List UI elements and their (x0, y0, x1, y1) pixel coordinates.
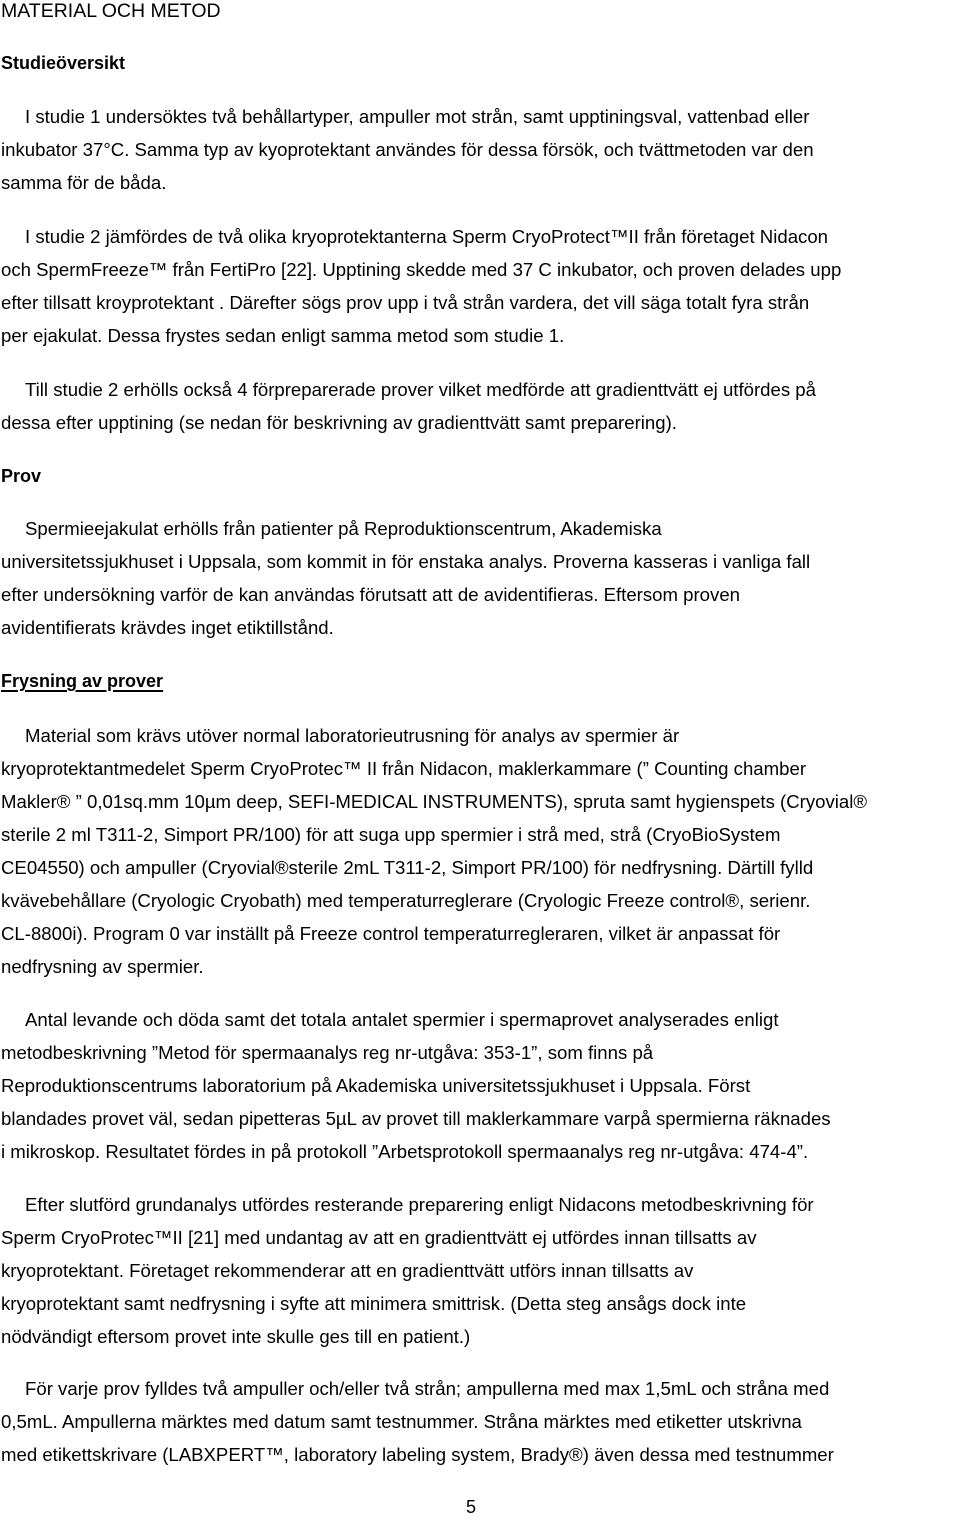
text-line: efter tillsatt kroyprotektant . Därefter sögs prov upp i två strån vardera, det vill säga totalt fyra strån (1, 292, 810, 313)
text-line: samma för de båda. (1, 172, 167, 193)
text-line: avidentifierats krävdes inget etiktillstånd. (1, 617, 334, 638)
text-line: efter undersökning varför de kan användas förutsatt att de avidentifieras. Eftersom proven (1, 584, 741, 605)
text-line: För varje prov fylldes två ampuller och/eller två strån; ampullerna med max 1,5mL och stråna med (25, 1378, 830, 1399)
text-line: Sperm CryoProtec™II [21] med undantag av att en gradienttvätt ej utfördes innan tillsatts av (1, 1227, 757, 1248)
text-line: metodbeskrivning ”Metod för spermaanalys reg nr-utgåva: 353-1”, som finns på (1, 1042, 654, 1063)
text-line: per ejakulat. Dessa frystes sedan enligt samma metod som studie 1. (1, 325, 565, 346)
paragraph (1, 512, 957, 644)
document-title: MATERIAL OCH METOD (1, 0, 221, 22)
text-line: kryoprotektant. Företaget rekommenderar att en gradienttvätt utförs innan tillsatts av (1, 1260, 694, 1281)
text-line: Spermieejakulat erhölls från patienter på Reproduktionscentrum, Akademiska (25, 518, 662, 539)
text-line: och SpermFreeze™ från FertiPro [22]. Upptining skedde med 37 C inkubator, och proven delades upp (1, 259, 842, 280)
text-line: Reproduktionscentrums laboratorium på Akademiska universitetssjukhuset i Uppsala. Först (1, 1075, 751, 1096)
text-line: universitetssjukhuset i Uppsala, som kommit in för enstaka analys. Proverna kasseras i vanliga fall (1, 551, 811, 572)
text-line: Efter slutförd grundanalys utfördes resterande preparering enligt Nidacons metodbeskrivning för (25, 1194, 814, 1215)
text-line: i mikroskop. Resultatet fördes in på protokoll ”Arbetsprotokoll spermaanalys reg nr-utgåva: 474-4”. (1, 1141, 809, 1162)
paragraph (1, 1372, 957, 1471)
text-line: kryoprotektantmedelet Sperm CryoProtec™ II från Nidacon, maklerkammare (” Counting chamber (1, 758, 807, 779)
text-line: sterile 2 ml T311-2, Simport PR/100) för att suga upp spermier i strå med, strå (CryoBioSystem (1, 824, 781, 845)
page-number: 5 (466, 1497, 477, 1517)
text-line: Antal levande och döda samt det totala antalet spermier i spermaprovet analyserades enligt (25, 1009, 779, 1030)
text-line: Makler® ” 0,01sq.mm 10µm deep, SEFI-MEDICAL INSTRUMENTS), spruta samt hygienspets (Cryovial® (1, 791, 868, 812)
paragraph (1, 100, 957, 199)
text-line: med etikettskrivare (LABXPERT™, laboratory labeling system, Brady®) även dessa med testnummer (1, 1444, 834, 1465)
text-line: I studie 2 jämfördes de två olika kryoprotektanterna Sperm CryoProtect™II från företaget Nidacon (25, 226, 829, 247)
text-line: Material som krävs utöver normal laboratorieutrusning för analys av spermier är (25, 725, 680, 746)
text-line: CE04550) och ampuller (Cryovial®sterile 2mL T311-2, Simport PR/100) för nedfrysning. Därtill fylld (1, 857, 814, 878)
section-heading-studieoversikt: Studieöversikt (1, 53, 126, 73)
text-line: I studie 1 undersöktes två behållartyper, ampuller mot strån, samt upptiningsval, vattenbad eller (25, 106, 810, 127)
paragraph (1, 1003, 957, 1168)
section-heading-prov: Prov (1, 466, 42, 486)
paragraph (1, 719, 957, 983)
paragraph (1, 220, 957, 352)
text-line: 0,5mL. Ampullerna märktes med datum samt testnummer. Stråna märktes med etiketter utskrivna (1, 1411, 802, 1432)
text-line: CL-8800i). Program 0 var inställt på Freeze control temperaturregleraren, vilket är anpassat för (1, 923, 781, 944)
section-heading-frysning: Frysning av prover (1, 671, 164, 691)
paragraph (1, 373, 957, 439)
text-line: nödvändigt eftersom provet inte skulle ges till en patient.) (1, 1326, 471, 1347)
paragraph (1, 1188, 957, 1353)
text-line: kvävebehållare (Cryologic Cryobath) med temperaturreglerare (Cryologic Freeze control®, serienr. (1, 890, 811, 911)
text-line: inkubator 37°C. Samma typ av kyoprotektant användes för dessa försök, och tvättmetoden var den (1, 139, 814, 160)
text-line: nedfrysning av spermier. (1, 956, 204, 977)
text-line: dessa efter upptining (se nedan för beskrivning av gradienttvätt samt preparering). (1, 412, 677, 433)
text-line: Till studie 2 erhölls också 4 förpreparerade prover vilket medförde att gradienttvätt ej utfördes på (25, 379, 816, 400)
text-line: kryoprotektant samt nedfrysning i syfte att minimera smittrisk. (Detta steg ansågs dock inte (1, 1293, 747, 1314)
text-line: blandades provet väl, sedan pipetteras 5µL av provet till maklerkammare varpå spermierna räknades (1, 1108, 831, 1129)
